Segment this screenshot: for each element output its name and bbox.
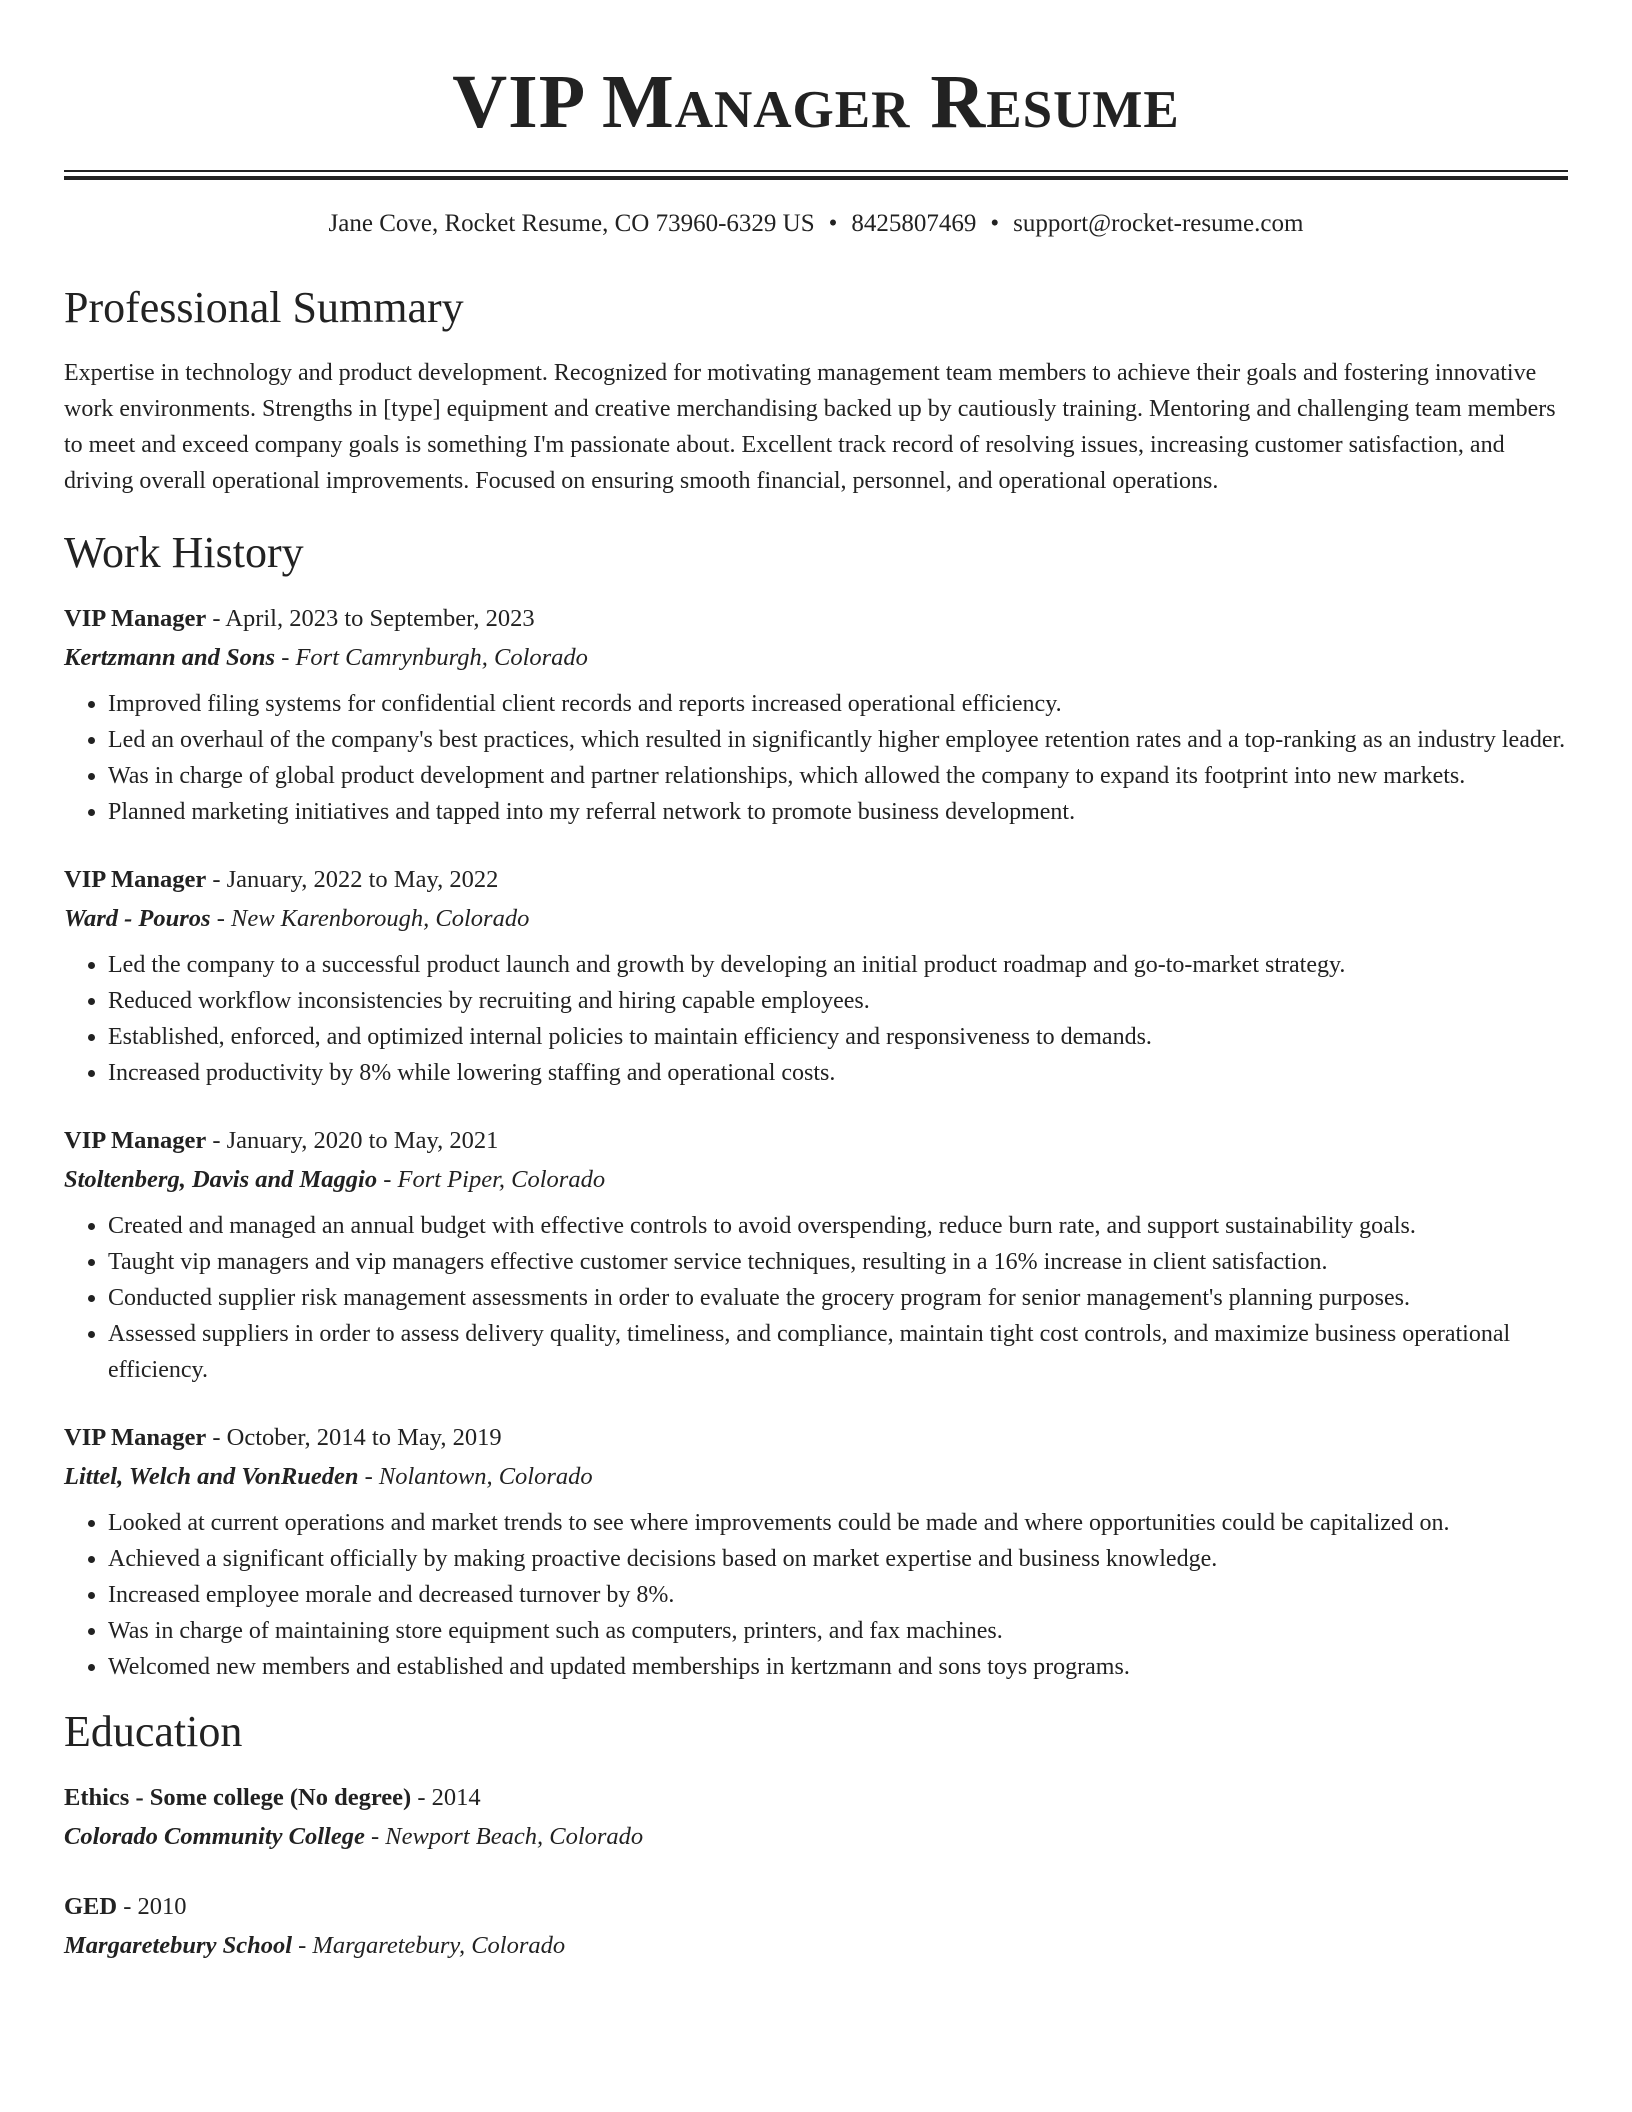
job-bullet: • Assessed suppliers in order to assess delivery quality, timeliness, and compliance, maintain tight cost controls, and maximize business operational efficiency. xyxy=(108,1316,1568,1388)
job-bullet: • Looked at current operations and market trends to see where improvements could be made and where opportunities could be capitalized on. xyxy=(108,1505,1568,1541)
job-entry xyxy=(64,600,1568,830)
job-bullet: • Welcomed new members and established and updated memberships in kertzmann and sons toys programs. xyxy=(108,1649,1568,1685)
job-location: - New Karenborough, Colorado xyxy=(210,905,530,932)
job-bullet: • Led the company to a successful product launch and growth by developing an initial product roadmap and go-to-market strategy. xyxy=(108,947,1568,983)
job-bullet: • Created and managed an annual budget with effective controls to avoid overspending, reduce burn rate, and support sustainability goals. xyxy=(108,1208,1568,1244)
job-bullet: • Conducted supplier risk management assessments in order to evaluate the grocery program for senior management's planning purposes. xyxy=(108,1280,1568,1316)
work-history-heading: Work History xyxy=(64,528,304,577)
job-employer: Kertzmann and Sons xyxy=(64,644,276,671)
job-location: - Fort Piper, Colorado xyxy=(377,1166,606,1193)
job-location: - Nolantown, Colorado xyxy=(358,1463,593,1490)
education-heading: Education xyxy=(64,1707,243,1756)
job-title-line xyxy=(64,600,1568,638)
resume-title: VIP Manager Resume xyxy=(452,60,1180,144)
education-degree-line xyxy=(64,1888,1568,1926)
contact-separator: • xyxy=(828,210,838,237)
job-bullet: • Taught vip managers and vip managers effective customer service techniques, resulting in a 16% increase in client satisfaction. xyxy=(108,1244,1568,1280)
education-entry xyxy=(64,1779,1568,1857)
job-employer: Ward - Pouros xyxy=(64,905,211,932)
education-degree-line xyxy=(64,1779,1568,1817)
education-entry xyxy=(64,1888,1568,1966)
contact-separator: • xyxy=(990,210,1000,237)
job-role: VIP Manager xyxy=(64,866,207,893)
job-title-line xyxy=(64,1122,1568,1160)
contact-email: support@rocket-resume.com xyxy=(1013,210,1304,237)
contact-phone: 8425807469 xyxy=(851,210,977,237)
education-school: Colorado Community College xyxy=(64,1823,365,1850)
job-bullet: • Increased productivity by 8% while lowering staffing and operational costs. xyxy=(108,1055,1568,1091)
education-school-line xyxy=(64,1817,1568,1857)
job-bullet: • Achieved a significant officially by making proactive decisions based on market expertise and business knowledge. xyxy=(108,1541,1568,1577)
education-year: - 2014 xyxy=(411,1784,481,1811)
job-bullets xyxy=(64,686,1568,830)
job-dates: - April, 2023 to September, 2023 xyxy=(206,605,535,632)
job-bullet: • Established, enforced, and optimized internal policies to maintain efficiency and responsiveness to demands. xyxy=(108,1019,1568,1055)
job-role: VIP Manager xyxy=(64,605,207,632)
contact-address: Jane Cove, Rocket Resume, CO 73960-6329 US xyxy=(328,210,815,237)
job-bullet: • Was in charge of global product development and partner relationships, which allowed the company to expand its footprint into new markets. xyxy=(108,758,1568,794)
job-employer: Littel, Welch and VonRueden xyxy=(64,1463,359,1490)
job-bullet: • Reduced workflow inconsistencies by recruiting and hiring capable employees. xyxy=(108,983,1568,1019)
job-entry xyxy=(64,1419,1568,1685)
job-dates: - January, 2020 to May, 2021 xyxy=(206,1127,499,1154)
employer-line xyxy=(64,1160,1568,1200)
employer-line xyxy=(64,1457,1568,1497)
job-dates: - October, 2014 to May, 2019 xyxy=(206,1424,502,1451)
job-bullets xyxy=(64,1208,1568,1388)
summary-heading: Professional Summary xyxy=(64,283,464,332)
job-bullets xyxy=(64,1505,1568,1685)
job-employer: Stoltenberg, Davis and Maggio xyxy=(64,1166,378,1193)
education-degree: Ethics - Some college (No degree) xyxy=(64,1784,412,1811)
education-school: Margaretebury School xyxy=(64,1932,293,1959)
education-degree: GED xyxy=(64,1893,118,1920)
summary-text: Expertise in technology and product development. Recognized for motivating management team members to achieve their goals and fostering innovative work environments. Strengths in [type] equipment and creative merchandising backed up by cautiously training. Mentoring and challenging team members to meet and exceed company goals is something I'm passionate about. Excellent track record of resolving issues, increasing customer satisfaction, and driving overall operational improvements. Focused on ensuring smooth financial, personnel, and operational operations. xyxy=(64,360,1556,494)
job-role: VIP Manager xyxy=(64,1127,207,1154)
job-entry xyxy=(64,861,1568,1091)
education-location: - Newport Beach, Colorado xyxy=(364,1823,644,1850)
employer-line xyxy=(64,899,1568,939)
job-dates: - January, 2022 to May, 2022 xyxy=(206,866,499,893)
employer-line xyxy=(64,638,1568,678)
job-entry xyxy=(64,1122,1568,1388)
job-bullet: • Increased employee morale and decreased turnover by 8%. xyxy=(108,1577,1568,1613)
education-school-line xyxy=(64,1926,1568,1966)
job-title-line xyxy=(64,861,1568,899)
title-double-rule xyxy=(64,170,1568,180)
job-bullet: • Was in charge of maintaining store equipment such as computers, printers, and fax machines. xyxy=(108,1613,1568,1649)
job-bullet: • Led an overhaul of the company's best practices, which resulted in significantly higher employee retention rates and a top-ranking as an industry leader. xyxy=(108,722,1568,758)
education-year: - 2010 xyxy=(117,1893,187,1920)
job-role: VIP Manager xyxy=(64,1424,207,1451)
job-location: - Fort Camrynburgh, Colorado xyxy=(275,644,588,671)
contact-line xyxy=(64,209,1568,239)
job-bullet: • Planned marketing initiatives and tapped into my referral network to promote business development. xyxy=(108,794,1568,830)
job-bullets xyxy=(64,947,1568,1091)
job-bullet: • Improved filing systems for confidential client records and reports increased operational efficiency. xyxy=(108,686,1568,722)
job-title-line xyxy=(64,1419,1568,1457)
education-location: - Margaretebury, Colorado xyxy=(292,1932,566,1959)
